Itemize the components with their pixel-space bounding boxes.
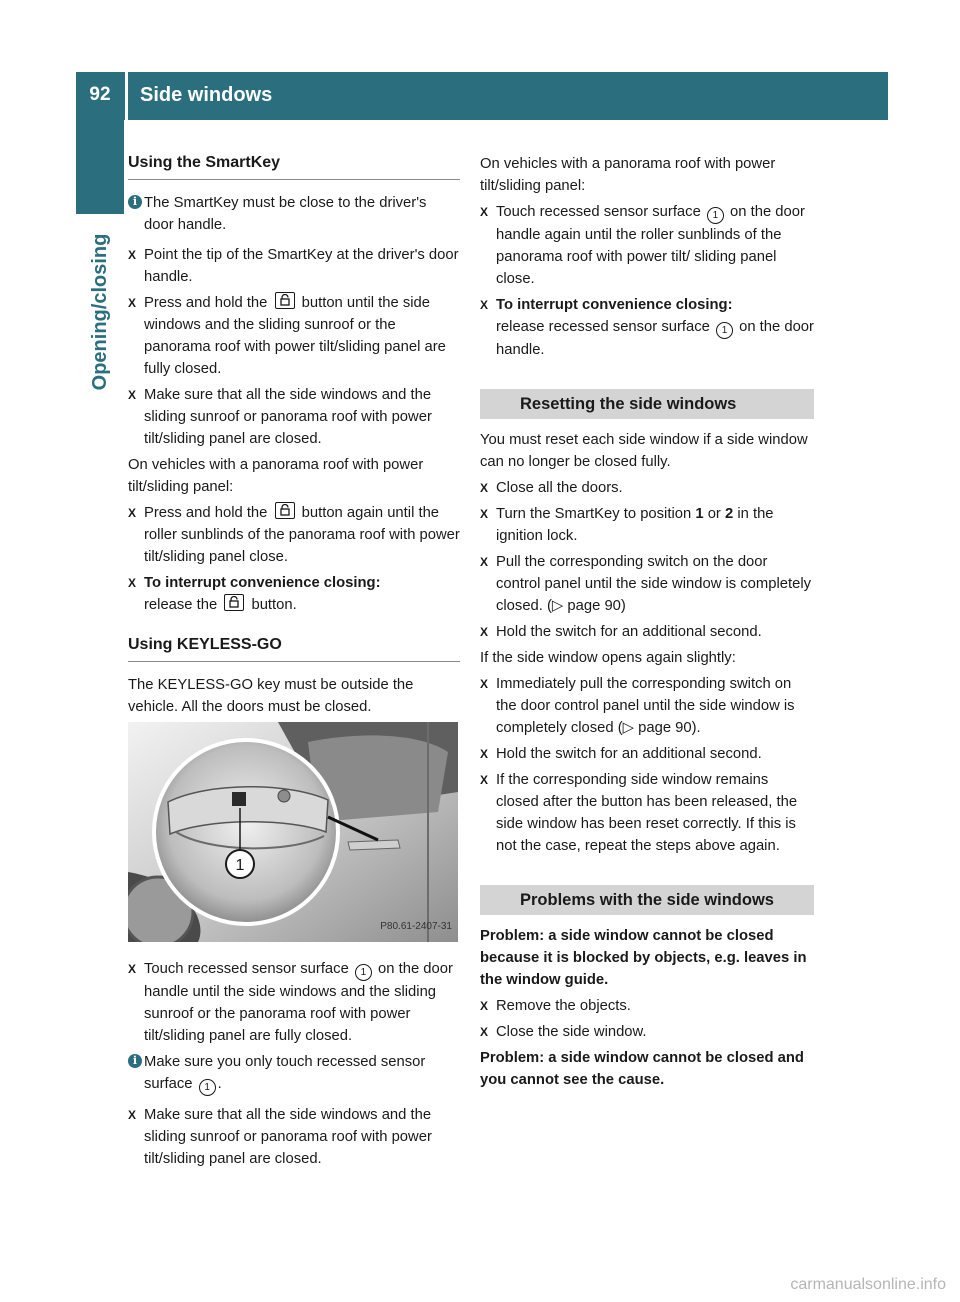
step-arrow-icon: X bbox=[480, 677, 489, 691]
step-text: Immediately pull the corresponding switch on the door control panel until the side window is completely closed (▷ page 90). bbox=[496, 676, 795, 736]
step bbox=[480, 621, 814, 643]
step bbox=[480, 673, 814, 739]
paragraph: On vehicles with a panorama roof with power tilt/sliding panel: bbox=[480, 156, 776, 194]
step-text: Touch recessed sensor surface bbox=[496, 204, 701, 220]
step-arrow-icon: X bbox=[128, 296, 137, 310]
step-arrow-icon: X bbox=[480, 481, 489, 495]
step bbox=[480, 477, 814, 499]
header-separator bbox=[125, 72, 128, 120]
step bbox=[480, 503, 814, 547]
left-column bbox=[128, 152, 460, 1174]
callout-1-label: 1 bbox=[235, 857, 245, 874]
step bbox=[480, 294, 814, 361]
position-value: 1 bbox=[695, 506, 704, 522]
step-arrow-icon: X bbox=[480, 999, 489, 1013]
step-arrow-icon: X bbox=[128, 1108, 137, 1122]
note bbox=[128, 1051, 460, 1096]
step-text: Close all the doors. bbox=[496, 480, 623, 496]
step-text: Press and hold the bbox=[144, 295, 268, 311]
callout-1-icon: 1 bbox=[355, 964, 372, 981]
problem-text: Problem: a side window cannot be closed because it is blocked by objects, e.g. leaves in the window guide. bbox=[480, 928, 807, 988]
step bbox=[128, 384, 460, 450]
step-arrow-icon: X bbox=[480, 205, 489, 219]
step bbox=[128, 958, 460, 1047]
step-text: release recessed sensor surface bbox=[496, 319, 710, 335]
paragraph: The KEYLESS-GO key must be outside the vehicle. All the doors must be closed. bbox=[128, 677, 414, 715]
step-text: on the door handle. bbox=[496, 319, 814, 358]
step-text: release the bbox=[144, 597, 218, 613]
step-text: Close the side window. bbox=[496, 1024, 647, 1040]
step bbox=[480, 995, 814, 1017]
step-arrow-icon: X bbox=[480, 1025, 489, 1039]
lock-icon bbox=[224, 594, 244, 611]
info-icon: i bbox=[128, 1054, 142, 1068]
door-handle-photo bbox=[128, 722, 458, 942]
page-title: Side windows bbox=[140, 84, 273, 106]
step-arrow-icon: X bbox=[128, 248, 137, 262]
step bbox=[480, 201, 814, 290]
step-arrow-icon: X bbox=[480, 555, 489, 569]
step-text: Hold the switch for an additional second. bbox=[496, 746, 762, 762]
step bbox=[480, 743, 814, 765]
step-arrow-icon: X bbox=[480, 747, 489, 761]
step-text: button again until the roller sunblinds of the panorama roof with power tilt/sliding panel close. bbox=[144, 505, 460, 565]
step-arrow-icon: X bbox=[480, 625, 489, 639]
note-text: . bbox=[217, 1076, 222, 1092]
step-text: Remove the objects. bbox=[496, 998, 631, 1014]
step-arrow-icon: X bbox=[480, 298, 489, 312]
paragraph: If the side window opens again slightly: bbox=[480, 650, 736, 666]
info-icon: i bbox=[128, 195, 142, 209]
paragraph: On vehicles with a panorama roof with power tilt/sliding panel: bbox=[128, 457, 424, 495]
step-arrow-icon: X bbox=[480, 507, 489, 521]
photo-code: P80.61-2407-31 bbox=[380, 921, 452, 932]
step-text: in the ignition lock. bbox=[496, 506, 774, 544]
step-text: Point the tip of the SmartKey at the driver's door handle. bbox=[144, 247, 459, 285]
step-bold-text: To interrupt convenience closing: bbox=[496, 297, 733, 313]
step-arrow-icon: X bbox=[480, 773, 489, 787]
step-text: button. bbox=[251, 597, 297, 613]
step bbox=[480, 769, 814, 857]
step-text: Hold the switch for an additional second. bbox=[496, 624, 762, 640]
lock-icon bbox=[275, 502, 295, 519]
callout-1-icon: 1 bbox=[707, 207, 724, 224]
heading-problems-side-windows: Problems with the side windows bbox=[480, 885, 814, 915]
right-column bbox=[480, 153, 814, 1095]
step bbox=[128, 244, 460, 288]
heading-using-smartkey: Using the SmartKey bbox=[128, 152, 460, 180]
step bbox=[128, 1104, 460, 1170]
paragraph: You must reset each side window if a side window can no longer be closed fully. bbox=[480, 432, 808, 470]
problem-text: Problem: a side window cannot be closed and you cannot see the cause. bbox=[480, 1050, 804, 1088]
step-text: Turn the SmartKey to position bbox=[496, 506, 692, 522]
step-arrow-icon: X bbox=[128, 962, 137, 976]
note-text: The SmartKey must be close to the driver's door handle. bbox=[144, 195, 427, 233]
step-text: If the corresponding side window remains closed after the button has been released, the side window has been reset correctly. If this is not the case, repeat the steps above again. bbox=[496, 772, 798, 854]
page-number: 92 bbox=[89, 84, 111, 105]
position-value: 2 bbox=[724, 506, 734, 522]
step-text: Touch recessed sensor surface bbox=[144, 961, 349, 977]
heading-resetting-side-windows: Resetting the side windows bbox=[480, 389, 814, 419]
step-text: on the door handle until the side windows and the sliding sunroof or the panorama roof with power tilt/sliding panel are fully closed. bbox=[144, 961, 453, 1044]
step-text: or bbox=[707, 506, 721, 522]
step-text: Make sure that all the side windows and the sliding sunroof or panorama roof with power tilt/sliding panel are closed. bbox=[144, 1107, 432, 1167]
step-text: button until the side windows and the sliding sunroof or the panorama roof with power tilt/sliding panel are fully closed. bbox=[144, 295, 446, 377]
door-handle-illustration bbox=[128, 722, 458, 942]
note bbox=[128, 192, 460, 236]
step-text: Press and hold the bbox=[144, 505, 268, 521]
lock-icon bbox=[275, 292, 295, 309]
step bbox=[480, 551, 814, 617]
watermark: carmanualsonline.info bbox=[790, 1276, 946, 1293]
heading-using-keyless-go: Using KEYLESS-GO bbox=[128, 634, 460, 662]
step-text: on the door handle again until the roller sunblinds of the panorama roof with power tilt/ sliding panel close. bbox=[496, 204, 805, 287]
callout-1-icon: 1 bbox=[199, 1079, 216, 1096]
step-arrow-icon: X bbox=[128, 506, 137, 520]
step-text: Make sure that all the side windows and the sliding sunroof or panorama roof with power tilt/sliding panel are closed. bbox=[144, 387, 432, 447]
step bbox=[128, 502, 460, 568]
step-arrow-icon: X bbox=[128, 576, 137, 590]
section-label: Opening/closing bbox=[89, 233, 111, 391]
step bbox=[128, 572, 460, 616]
step-bold-text: To interrupt convenience closing: bbox=[144, 575, 381, 591]
step-text: Pull the corresponding switch on the door control panel until the side window is completely closed. (▷ page 90) bbox=[496, 554, 812, 614]
step-arrow-icon: X bbox=[128, 388, 137, 402]
step bbox=[480, 1021, 814, 1043]
step bbox=[128, 292, 460, 380]
note-text: Make sure you only touch recessed sensor surface bbox=[144, 1054, 426, 1092]
callout-1-icon: 1 bbox=[716, 322, 733, 339]
